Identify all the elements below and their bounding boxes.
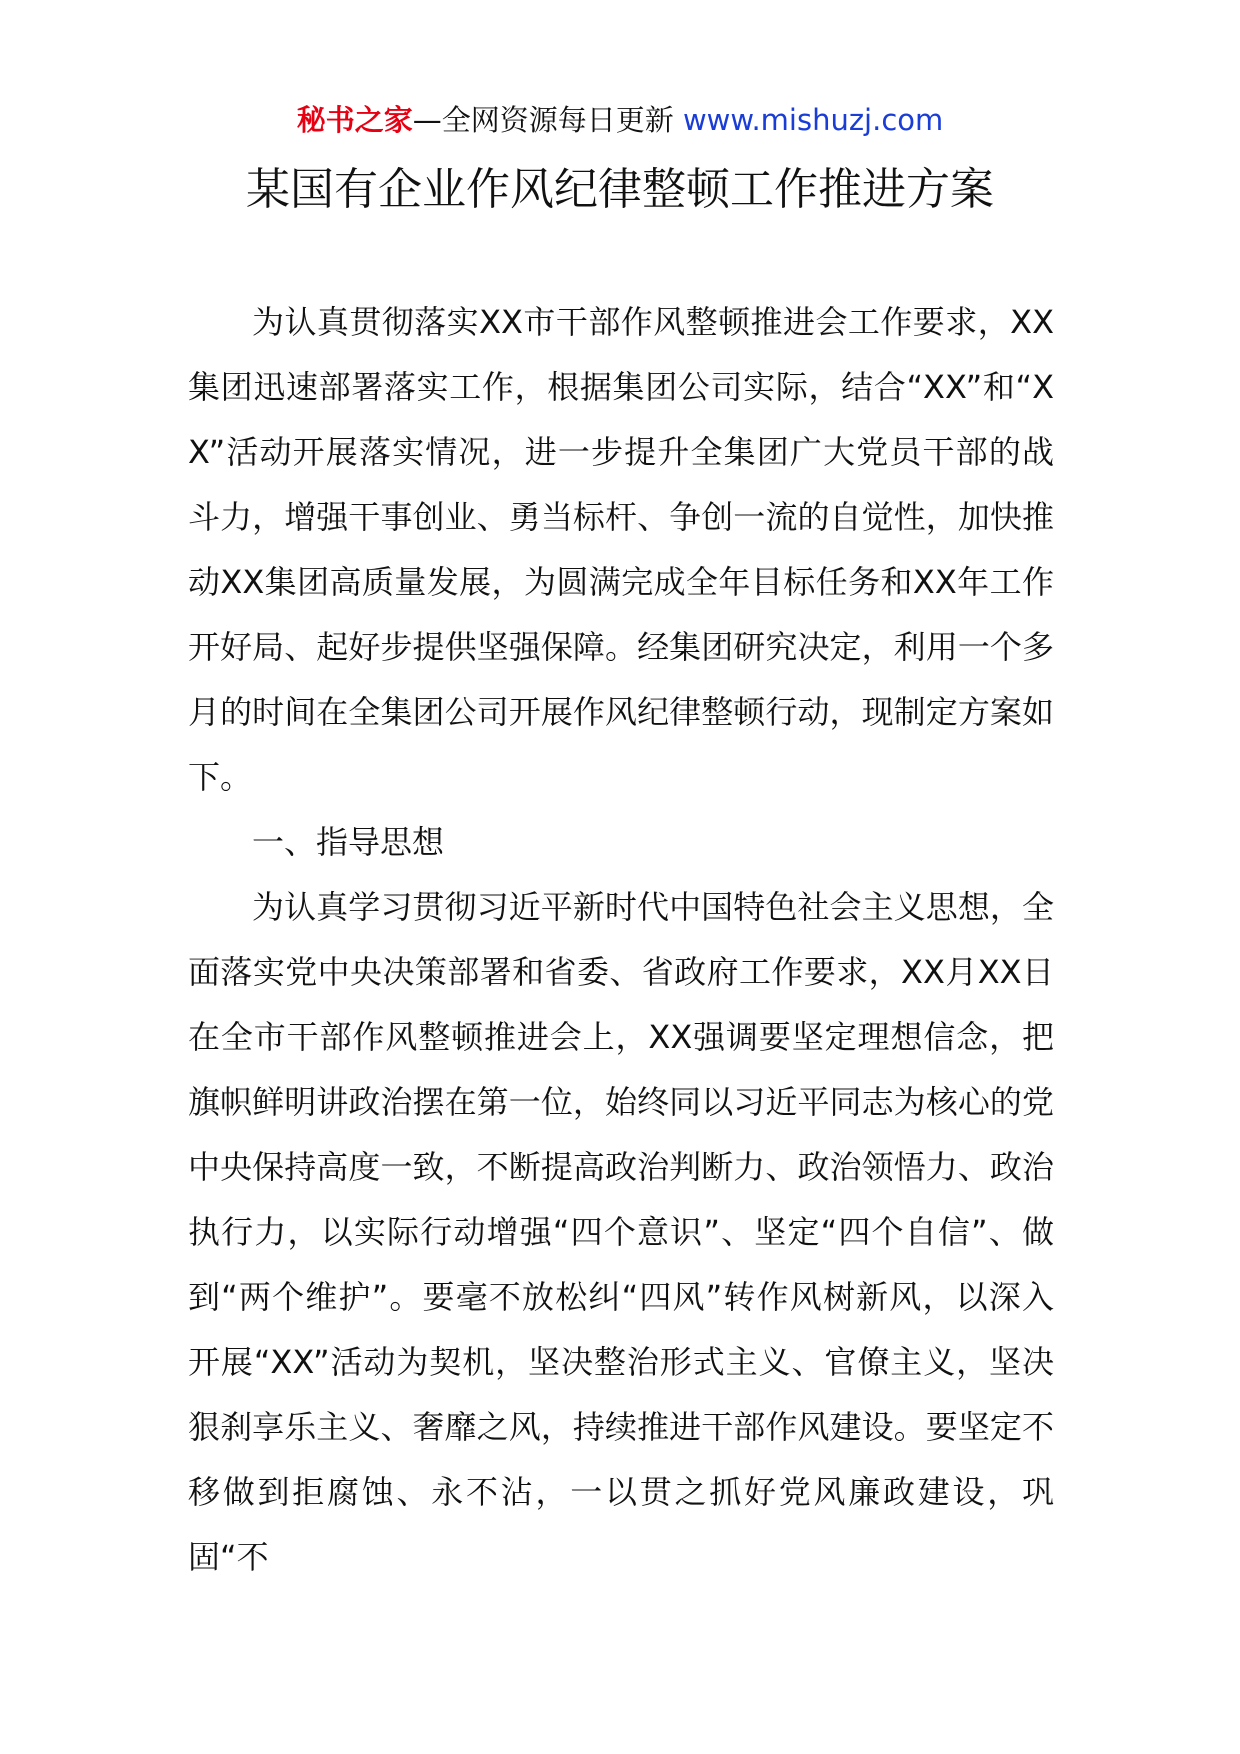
- site-brand: 秘书之家: [296, 103, 413, 137]
- site-url-link[interactable]: www.mishuzj.com: [682, 103, 944, 137]
- document-body: [188, 290, 1054, 1590]
- intro-paragraph: 为认真贯彻落实XX市干部作风整顿推进会工作要求，XX集团迅速部署落实工作，根据集团公司实际，结合“XX”和“XX”活动开展落实情况，进一步提升全集团广大党员干部的战斗力，增强干事创业、勇当标杆、争创一流的自觉性，加快推动XX集团高质量发展，为圆满完成全年目标任务和XX年工作开好局、起好步提供坚强保障。经集团研究决定，利用一个多月的时间在全集团公司开展作风纪律整顿行动，现制定方案如下。: [188, 303, 1054, 796]
- section-heading-guiding-ideology: 一、指导思想: [252, 823, 445, 861]
- document-title: 某国有企业作风纪律整顿工作推进方案: [246, 164, 994, 215]
- site-tagline: —全网资源每日更新: [412, 103, 683, 137]
- site-header: [0, 100, 1240, 140]
- section-paragraph-guiding-ideology: 为认真学习贯彻习近平新时代中国特色社会主义思想，全面落实党中央决策部署和省委、省政府工作要求，XX月XX日在全市干部作风整顿推进会上，XX强调要坚定理想信念，把旗帜鲜明讲政治摆在第一位，始终同以习近平同志为核心的党中央保持高度一致，不断提高政治判断力、政治领悟力、政治执行力，以实际行动增强“四个意识”、坚定“四个自信”、做到“两个维护”。要毫不放松纠“四风”转作风树新风，以深入开展“XX”活动为契机，坚决整治形式主义、官僚主义，坚决狠刹享乐主义、奢靡之风，持续推进干部作风建设。要坚定不移做到拒腐蚀、永不沾，一以贯之抓好党风廉政建设，巩固“不: [188, 888, 1054, 1576]
